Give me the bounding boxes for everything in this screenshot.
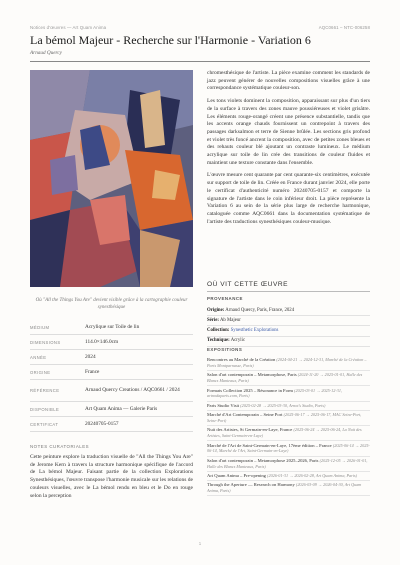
notes-text: Cette peinture explore la traduction visuelle de "All the Things You Are" de Jerome Kern à travers la structure harmonique spécifique de l'accord de La bémol Majeur. Faisant partie de la collection Explorations Synesthésiques, l'œuvre transpose l'harmonie musicale sur les relations de couleurs visuelles, avec le La bémol rendu en bleu et le Do en rouge selon la perception bbox=[30, 454, 193, 499]
list-item bbox=[207, 481, 370, 496]
exposition-title: Rencontres au Marché de la Création bbox=[207, 357, 276, 363]
list-item bbox=[207, 411, 370, 426]
list-item bbox=[207, 441, 370, 456]
detail-key: DIMENSIONS bbox=[30, 339, 61, 345]
page-number: 1 bbox=[198, 541, 202, 546]
detail-key: RÉFÉRENCE bbox=[30, 388, 60, 393]
exposition-title: Salon d'art contemporain – Metamorphose, Paris bbox=[207, 372, 297, 378]
list-item bbox=[207, 306, 370, 316]
description-paragraph: chromesthésique de l'artiste. La pièce examine comment les standards de jazz peuvent générer de nouvelles compositions visuelles grâce à une correspondance systématique couleur-son. bbox=[207, 70, 370, 92]
list-item bbox=[207, 472, 370, 481]
table-row bbox=[30, 335, 193, 350]
detail-value: France bbox=[85, 368, 100, 375]
artwork-image bbox=[30, 70, 193, 287]
detail-value: Acrylique sur Toile de lin bbox=[85, 323, 140, 330]
exposition-detail: (2025-06-24 → 2025-06-24, La Nuit des Artistes, Saint-Germain-en-Laye) bbox=[207, 427, 362, 439]
exposition-detail: (2025-06-17 → 2025-06-17, MAC Seine-Port, Seine-Port) bbox=[207, 412, 362, 423]
artist-name: Arnaud Quercy bbox=[30, 50, 62, 56]
description-paragraph: L'œuvre mesure cent quarante par cent quarante-six centimètres, exécutée sur support de toile de lin. Créée en France durant janvier 2024, elle porte le certificat d'authenticité numéro 20240705-0157 et comporte la signature de l'artiste dans le coin inférieur droit. La pièce représente la Variation 6 au sein de la série plus large de recherche harmonique, cataloguée comme AQC0661 dans la documentation systématique de l'artiste des traductions synesthésiques couleur-musique. bbox=[207, 172, 370, 225]
notes-heading: NOTES CURATORIALES bbox=[30, 444, 90, 449]
detail-key: ANNÉE bbox=[30, 354, 47, 360]
provenance-heading: PROVENANCE bbox=[207, 296, 243, 301]
exposition-title: Art Quam Anima – Pre-opening bbox=[207, 472, 266, 478]
exposition-detail: (2025-06-14 → 2025-06-14, Marché de l'Art, Saint-Germain-en-Laye) bbox=[207, 442, 370, 454]
detail-value: 2024 bbox=[85, 353, 96, 360]
detail-key: ORIGINE bbox=[30, 369, 51, 375]
fact-value: Arnaud Quercy, Paris, France, 2024 bbox=[225, 307, 295, 313]
exposition-detail: (2024-11-20 → 2025-01-01, Halle des Blancs Manteaux, Paris) bbox=[207, 372, 363, 384]
list-item bbox=[207, 337, 370, 347]
detail-value[interactable]: Art Quam Anima — Galerie Paris bbox=[85, 405, 158, 412]
table-row bbox=[30, 417, 193, 432]
list-item bbox=[207, 316, 370, 326]
exposition-detail: (2025-02-28 → 2025-03-30, Arnot's Studio, Paris) bbox=[240, 402, 326, 408]
list-item bbox=[207, 356, 370, 371]
exposition-detail: (2026-01-31 → 2026-02-28, Art Quam Anima, Paris) bbox=[267, 472, 357, 478]
exposition-title: Marché de l'Art de Saint-Germain-en-Laye, 17ème édition – France bbox=[207, 442, 332, 448]
exposition-title: Through the Aperture — Research on Harmony bbox=[207, 482, 295, 488]
list-item bbox=[207, 457, 370, 472]
description bbox=[207, 70, 370, 231]
divider bbox=[30, 61, 370, 62]
exposition-title: Formats Collection 2025 – Résonance in Form bbox=[207, 387, 293, 393]
detail-key: CERTIFICAT bbox=[30, 421, 59, 427]
fact-label: Technique: bbox=[207, 338, 230, 344]
expositions-list bbox=[207, 356, 370, 496]
table-row bbox=[30, 365, 193, 380]
fact-label: Origine: bbox=[207, 307, 225, 313]
exposition-detail: (2024-04-21 → 2024-12-31, Marché de la Création – Paris Montparnasse, Paris) bbox=[207, 357, 367, 368]
fact-value: Ab Majeur bbox=[219, 317, 241, 323]
exposition-title: Marché d'Art Contemporain – Seine Port bbox=[207, 412, 283, 418]
list-item bbox=[207, 386, 370, 401]
table-row bbox=[30, 402, 193, 417]
fact-value: Acrylic bbox=[230, 338, 246, 344]
provenance-list bbox=[207, 306, 370, 347]
table-row bbox=[30, 320, 193, 335]
exposition-title: Salon d'art contemporain – Metamorphose 2025–2026, Paris bbox=[207, 457, 319, 463]
list-item bbox=[207, 426, 370, 441]
divider bbox=[207, 291, 370, 292]
detail-value: 20240705-0157 bbox=[85, 420, 119, 427]
exposition-title: Nuit des Artistes, St Germain-en-Laye, France bbox=[207, 427, 293, 433]
detail-key: MÉDIUM bbox=[30, 324, 50, 330]
list-item bbox=[207, 402, 370, 411]
table-row bbox=[30, 350, 193, 365]
oeuvre-heading: OÙ VIT CETTE ŒUVRE bbox=[207, 281, 289, 288]
list-item bbox=[207, 326, 370, 336]
reference-code: AQC0661 – NTC-006258 bbox=[318, 25, 370, 30]
detail-key: DISPONIBLE bbox=[30, 406, 60, 412]
exposition-detail: (2026-03-09 → 2026-04-30, Art Quam Anima, Paris) bbox=[207, 482, 362, 494]
artwork-caption: Où "All the Things You Are" devient visible grâce à la cartographie couleur synesthésique bbox=[35, 298, 188, 310]
exposition-detail: (2025-12-05 → 2026-01-01, Halle des Blancs Manteaux, Paris) bbox=[207, 457, 368, 469]
description-paragraph: Les tons violets dominent la composition, apparaissant sur plus d'un tiers de la surface à travers des zones mauve poussiéreuses et violet grisâtre. Les éléments rouge-orangé créent une présence substantielle, tandis que les accents orange chauds fournissent un contrepoint à travers des passages darksalmon et terre de Sienne brûlée. Les sections gris profond et violet très foncé ancrent la composition, avec de petites zones bleues et des rehauts couleur blé ajoutant un contraste lumineux. Le médium acrylique sur toile de lin crée des transitions de couleur fluides et maintient une texture constante dans l'ensemble. bbox=[207, 98, 370, 166]
top-bar bbox=[30, 25, 370, 30]
fact-value[interactable]: Synesthetic Explorations bbox=[230, 327, 279, 333]
exposition-detail: (2025-03-01 → 2025-12-31, artnodaparis.com, Paris) bbox=[207, 387, 342, 399]
artwork-painting bbox=[30, 70, 193, 287]
fact-label: Série: bbox=[207, 317, 219, 323]
details-table bbox=[30, 320, 193, 432]
expositions-heading: EXPOSITIONS bbox=[207, 347, 243, 352]
fact-label: Collection: bbox=[207, 327, 230, 333]
table-row bbox=[30, 380, 193, 402]
breadcrumb[interactable]: Notices d'œuvres — Art Quam Anima bbox=[30, 25, 107, 30]
detail-value: 114.0×146.0cm bbox=[85, 338, 119, 345]
list-item bbox=[207, 371, 370, 386]
detail-value: Arnaud Quercy Creations / AQC0661 / 2024 bbox=[85, 387, 180, 393]
exposition-title: Paris Studio Visit bbox=[207, 402, 240, 408]
page-title: La bémol Majeur - Recherche sur l'Harmonie - Variation 6 bbox=[30, 33, 311, 47]
